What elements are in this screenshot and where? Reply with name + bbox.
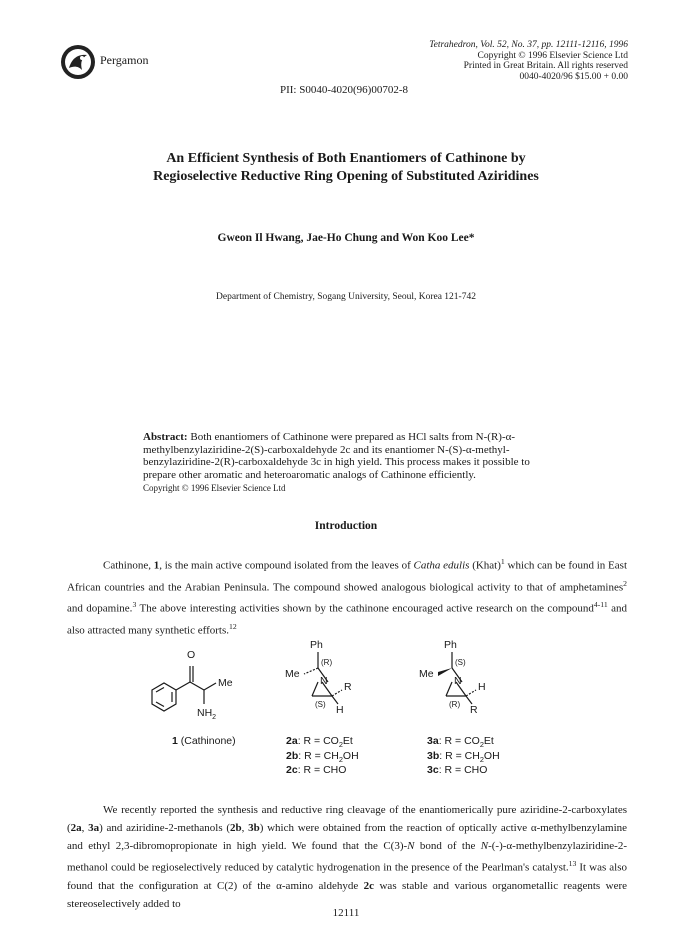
abstract	[143, 431, 553, 495]
atom-label: R	[344, 681, 352, 693]
config-label: (S)	[315, 700, 326, 709]
atom-label: Me	[419, 668, 434, 680]
compound-2c: 2c: R = CHO	[286, 764, 347, 777]
compound-list-3	[427, 736, 500, 777]
atom-label: O	[187, 649, 196, 661]
config-label: (R)	[449, 700, 461, 709]
config-label: (R)	[321, 658, 333, 667]
paper-title	[60, 150, 632, 186]
publisher-name: Pergamon	[100, 53, 149, 67]
atom-label: H	[336, 704, 344, 716]
journal-line: Printed in Great Britain. All rights reserved	[463, 61, 628, 71]
config-label: (S)	[455, 658, 466, 667]
compound-2b: 2b: $R = CH_2OH$	[286, 749, 359, 764]
journal-line: Tetrahedron, Vol. 52, No. 37, pp. 12111-12116, 1996	[429, 40, 628, 50]
compound-3b: 3b: $R = CH_2OH$	[427, 749, 500, 764]
journal-citation	[429, 40, 628, 82]
wedge-bond	[438, 668, 452, 676]
compound-list-2	[286, 736, 359, 777]
compound-3c: 3c: R = CHO	[427, 764, 488, 777]
page-number: 12111	[332, 907, 360, 919]
atom-label: Ph	[310, 639, 323, 651]
intro-paragraph-2: We recently reported the synthesis and reductive ring cleavage of the enantiomerically pure aziridine-2-carboxylates (2a, 3a) and aziridine-2-methanols (2b, 3b) which were obtained from the reaction of optically active α-methylbenzylamine and ethyl 2,3-dibromopropionate in high yield. We found that the C(3)-N bond of the N-(-)-α-methylbenzylaziridine-2-methanol could be regioselectively reduced by catalytic hydrogenation in the presence of the Pearlman's catalyst.$^{13}$ It was also found that the configuration at C(2) of the α-amino aldehyde 2c was stable and various organometallic reagents were stereoselectively added to	[67, 804, 628, 910]
title-line: An Efficient Synthesis of Both Enantiomers of Cathinone by	[166, 151, 526, 166]
atom-label: H	[478, 681, 486, 693]
journal-line: Copyright © 1996 Elsevier Science Ltd	[477, 50, 628, 61]
atom-label: Me	[285, 668, 300, 680]
compound-label-cathinone: 1 (Cathinone)	[172, 735, 236, 747]
intro-paragraph-1: Cathinone, 1, is the main active compound isolated from the leaves of Catha edulis (Khat)$^1$ which can be found in East African countries and the Arabian Peninsula. The compound showed analogous biological activity to that of amphetamines$^2$ and dopamine.$^3$ The above interesting activities shown by the cathinone encouraged active research on the compound$^{4-11}$ and also attracted many synthetic efforts.$^{12}$	[67, 557, 627, 637]
affiliation: Department of Chemistry, Sogang University, Seoul, Korea 121-742	[216, 292, 476, 302]
atom-label: N	[320, 675, 328, 687]
abstract-copyright: Copyright © 1996 Elsevier Science Ltd	[143, 483, 286, 493]
title-line: Regioselective Reductive Ring Opening of Substituted Aziridines	[153, 169, 539, 184]
journal-line: 0040-4020/96 $15.00 + 0.00	[519, 71, 628, 82]
author-list: Gweon Il Hwang, Jae-Ho Chung and Won Koo Lee*	[217, 232, 475, 244]
atom-label: $NH_2$	[197, 707, 217, 721]
abstract-text: Both enantiomers of Cathinone were prepared as HCl salts from N-(R)-α-methylbenzylaziridine-2(S)-carboxaldehyde 2c and its enantiomer N-(S)-α-methyl-benzylaziridine-2(R)-carboxaldehyde 3c in high yield. This process makes it possible to prepare other aromatic and heteroaromatic analogs of Cathinone efficiently.	[143, 431, 530, 481]
atom-label: N	[454, 675, 462, 687]
compound-3a: 3a: $R = CO_2Et$	[427, 735, 494, 750]
atom-label: Me	[218, 677, 233, 689]
section-heading-introduction: Introduction	[314, 520, 378, 532]
atom-label: Ph	[444, 639, 457, 651]
cathinone-structure	[152, 666, 216, 711]
pergamon-logo	[60, 44, 96, 80]
compound-2a: 2a: $R = CO_2Et$	[286, 735, 353, 750]
atom-label: R	[470, 704, 478, 716]
abstract-label: Abstract:	[143, 431, 188, 443]
pii-identifier: PII: S0040-4020(96)00702-8	[279, 84, 409, 96]
